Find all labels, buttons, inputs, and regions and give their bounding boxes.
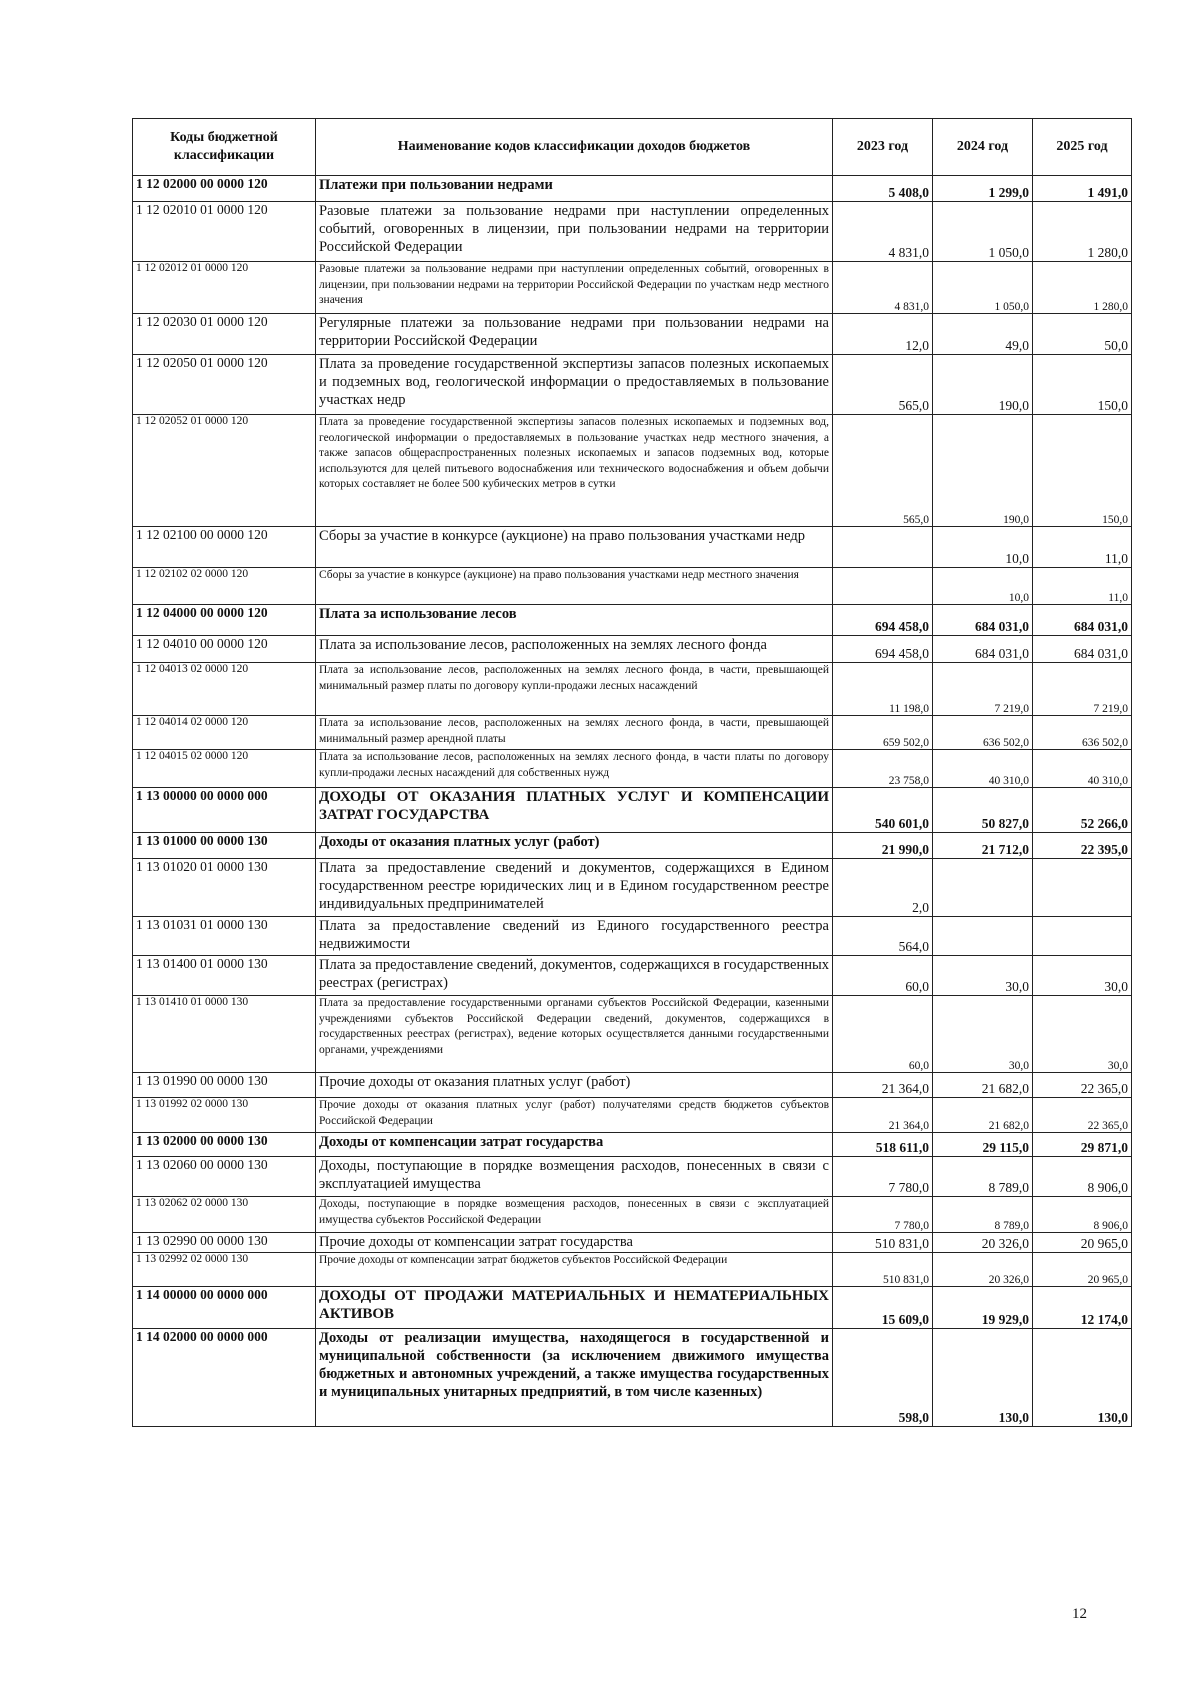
header-2024: 2024 год [933,119,1033,176]
row-value-2025: 684 031,0 [1033,636,1132,663]
table-row [133,605,1132,636]
row-code: 1 13 02060 00 0000 130 [133,1157,316,1197]
row-value-2024: 19 929,0 [933,1287,1033,1329]
row-value-2023: 7 780,0 [833,1197,933,1233]
row-value-2024: 636 502,0 [933,716,1033,750]
table-row [133,1253,1132,1287]
table-row [133,788,1132,833]
row-name: Плата за использование лесов, расположенных на землях лесного фонда [316,636,833,663]
row-value-2023: 60,0 [833,956,933,996]
row-name: Регулярные платежи за пользование недрами при пользовании недрами на территории Российской Федерации [316,314,833,355]
row-code: 1 14 00000 00 0000 000 [133,1287,316,1329]
row-value-2025: 1 491,0 [1033,176,1132,202]
row-code: 1 12 04000 00 0000 120 [133,605,316,636]
row-code: 1 13 02990 00 0000 130 [133,1233,316,1253]
table-row [133,176,1132,202]
table-row [133,1287,1132,1329]
row-value-2024: 130,0 [933,1329,1033,1427]
row-value-2024: 190,0 [933,355,1033,415]
table-row [133,996,1132,1073]
row-value-2024: 50 827,0 [933,788,1033,833]
row-value-2024: 684 031,0 [933,636,1033,663]
row-code: 1 12 04010 00 0000 120 [133,636,316,663]
row-code: 1 13 01000 00 0000 130 [133,833,316,859]
row-name: Доходы, поступающие в порядке возмещения расходов, понесенных в связи с эксплуатацией имущества [316,1157,833,1197]
row-value-2025: 50,0 [1033,314,1132,355]
row-value-2025: 150,0 [1033,355,1132,415]
table-row [133,917,1132,956]
row-value-2023: 518 611,0 [833,1133,933,1157]
table-row [133,355,1132,415]
row-value-2023: 565,0 [833,355,933,415]
row-value-2023: 60,0 [833,996,933,1073]
table-row [133,716,1132,750]
row-name: Прочие доходы от компенсации затрат государства [316,1233,833,1253]
row-value-2025: 30,0 [1033,956,1132,996]
row-value-2023: 5 408,0 [833,176,933,202]
row-value-2024: 190,0 [933,415,1033,527]
row-value-2023: 12,0 [833,314,933,355]
table-row [133,663,1132,716]
row-name: Доходы от компенсации затрат государства [316,1133,833,1157]
table-row [133,1233,1132,1253]
row-code: 1 12 04014 02 0000 120 [133,716,316,750]
row-code: 1 13 01031 01 0000 130 [133,917,316,956]
row-value-2025: 684 031,0 [1033,605,1132,636]
row-name: Прочие доходы от оказания платных услуг (работ) [316,1073,833,1098]
table-row [133,1329,1132,1427]
header-name: Наименование кодов классификации доходов бюджетов [316,119,833,176]
row-value-2023: 694 458,0 [833,636,933,663]
row-value-2023: 2,0 [833,859,933,917]
row-name: Плата за использование лесов, расположенных на землях лесного фонда, в части платы по договору купли-продажи лесных насаждений для собственных нужд [316,750,833,788]
table-row [133,1073,1132,1098]
row-name: Прочие доходы от оказания платных услуг (работ) получателями средств бюджетов субъектов Российской Федерации [316,1098,833,1133]
row-value-2025: 8 906,0 [1033,1157,1132,1197]
row-value-2024: 30,0 [933,956,1033,996]
row-value-2024: 20 326,0 [933,1253,1033,1287]
table-row [133,1197,1132,1233]
table-row [133,262,1132,314]
row-name: Доходы, поступающие в порядке возмещения расходов, понесенных в связи с эксплуатацией имущества субъектов Российской Федерации [316,1197,833,1233]
row-value-2024: 21 682,0 [933,1073,1033,1098]
row-code: 1 14 02000 00 0000 000 [133,1329,316,1427]
table-row [133,833,1132,859]
row-value-2025: 22 365,0 [1033,1098,1132,1133]
row-value-2023: 21 990,0 [833,833,933,859]
row-code: 1 12 02100 00 0000 120 [133,527,316,568]
row-value-2025: 52 266,0 [1033,788,1132,833]
row-value-2023: 7 780,0 [833,1157,933,1197]
row-name: Плата за предоставление сведений и документов, содержащихся в Едином государственном реестре юридических лиц и в Едином государственном реестре индивидуальных предпринимателей [316,859,833,917]
row-name: Плата за использование лесов, расположенных на землях лесного фонда, в части, превышающей минимальный размер арендной платы [316,716,833,750]
row-code: 1 13 00000 00 0000 000 [133,788,316,833]
row-value-2024: 8 789,0 [933,1157,1033,1197]
row-name: Плата за проведение государственной экспертизы запасов полезных ископаемых и подземных вод, геологической информации о предоставляемых в пользование участках недр местного значения, а также запасов общераспространенных полезных ископаемых и запасов подземных вод, которые используются для целей питьевого водоснабжения или технического водоснабжения и объем добычи которых составляет не более 500 кубических метров в сутки [316,415,833,527]
row-value-2024: 29 115,0 [933,1133,1033,1157]
table-row [133,859,1132,917]
row-value-2025: 130,0 [1033,1329,1132,1427]
row-name: ДОХОДЫ ОТ ОКАЗАНИЯ ПЛАТНЫХ УСЛУГ И КОМПЕНСАЦИИ ЗАТРАТ ГОСУДАРСТВА [316,788,833,833]
row-value-2025: 30,0 [1033,996,1132,1073]
row-value-2024: 49,0 [933,314,1033,355]
header-code: Коды бюджетной классификации [133,119,316,176]
row-value-2023: 510 831,0 [833,1253,933,1287]
row-value-2024: 21 712,0 [933,833,1033,859]
row-value-2025: 1 280,0 [1033,202,1132,262]
row-value-2024: 40 310,0 [933,750,1033,788]
row-value-2024 [933,917,1033,956]
row-name: Плата за использование лесов [316,605,833,636]
row-value-2025: 20 965,0 [1033,1253,1132,1287]
header-2025: 2025 год [1033,119,1132,176]
row-code: 1 12 02000 00 0000 120 [133,176,316,202]
row-value-2023: 694 458,0 [833,605,933,636]
row-name: Разовые платежи за пользование недрами при наступлении определенных событий, оговоренных в лицензии, при пользовании недрами на территории Российской Федерации по участкам недр местного значения [316,262,833,314]
table-row [133,527,1132,568]
row-value-2023: 565,0 [833,415,933,527]
row-code: 1 13 01400 01 0000 130 [133,956,316,996]
row-value-2023: 11 198,0 [833,663,933,716]
row-name: Разовые платежи за пользование недрами при наступлении определенных событий, оговоренных в лицензии, при пользовании недрами на территории Российской Федерации [316,202,833,262]
row-value-2023: 15 609,0 [833,1287,933,1329]
row-value-2023: 21 364,0 [833,1098,933,1133]
row-code: 1 13 02000 00 0000 130 [133,1133,316,1157]
row-code: 1 13 02992 02 0000 130 [133,1253,316,1287]
row-value-2023: 598,0 [833,1329,933,1427]
header-2023: 2023 год [833,119,933,176]
row-value-2025: 1 280,0 [1033,262,1132,314]
row-value-2024: 8 789,0 [933,1197,1033,1233]
row-value-2023: 4 831,0 [833,262,933,314]
row-value-2024: 1 299,0 [933,176,1033,202]
row-value-2025: 11,0 [1033,527,1132,568]
table-row [133,314,1132,355]
row-name: Доходы от реализации имущества, находящегося в государственной и муниципальной собственности (за исключением движимого имущества бюджетных и автономных учреждений, а также имущества государственных и муниципальных унитарных предприятий, в том числе казенных) [316,1329,833,1427]
row-value-2025: 29 871,0 [1033,1133,1132,1157]
row-value-2024: 21 682,0 [933,1098,1033,1133]
row-code: 1 13 01990 00 0000 130 [133,1073,316,1098]
table-row [133,568,1132,605]
table-row [133,956,1132,996]
row-value-2023: 540 601,0 [833,788,933,833]
row-value-2023: 510 831,0 [833,1233,933,1253]
row-code: 1 12 02012 01 0000 120 [133,262,316,314]
row-name: ДОХОДЫ ОТ ПРОДАЖИ МАТЕРИАЛЬНЫХ И НЕМАТЕРИАЛЬНЫХ АКТИВОВ [316,1287,833,1329]
table-row [133,202,1132,262]
row-code: 1 13 01992 02 0000 130 [133,1098,316,1133]
budget-revenue-table [132,118,1132,1427]
row-code: 1 12 02052 01 0000 120 [133,415,316,527]
row-name: Прочие доходы от компенсации затрат бюджетов субъектов Российской Федерации [316,1253,833,1287]
row-value-2025: 11,0 [1033,568,1132,605]
row-value-2023: 4 831,0 [833,202,933,262]
row-value-2025: 8 906,0 [1033,1197,1132,1233]
row-value-2024: 1 050,0 [933,202,1033,262]
row-value-2024: 20 326,0 [933,1233,1033,1253]
row-name: Плата за проведение государственной экспертизы запасов полезных ископаемых и подземных вод, геологической информации о предоставляемых в пользование участках недр [316,355,833,415]
row-value-2025: 22 395,0 [1033,833,1132,859]
row-value-2023 [833,568,933,605]
row-name: Платежи при пользовании недрами [316,176,833,202]
row-value-2024: 684 031,0 [933,605,1033,636]
row-value-2024: 7 219,0 [933,663,1033,716]
row-value-2023: 23 758,0 [833,750,933,788]
row-code: 1 12 04013 02 0000 120 [133,663,316,716]
table-row [133,1133,1132,1157]
table-row [133,415,1132,527]
row-code: 1 13 01020 01 0000 130 [133,859,316,917]
row-code: 1 12 02010 01 0000 120 [133,202,316,262]
row-value-2025: 7 219,0 [1033,663,1132,716]
row-value-2025: 22 365,0 [1033,1073,1132,1098]
row-value-2024: 10,0 [933,568,1033,605]
row-name: Сборы за участие в конкурсе (аукционе) на право пользования участками недр [316,527,833,568]
row-value-2023: 659 502,0 [833,716,933,750]
row-code: 1 12 02030 01 0000 120 [133,314,316,355]
table-row [133,750,1132,788]
row-value-2023 [833,527,933,568]
row-value-2025 [1033,859,1132,917]
row-code: 1 12 04015 02 0000 120 [133,750,316,788]
row-name: Плата за предоставление сведений из Единого государственного реестра недвижимости [316,917,833,956]
row-name: Сборы за участие в конкурсе (аукционе) на право пользования участками недр местного значения [316,568,833,605]
row-value-2023: 21 364,0 [833,1073,933,1098]
row-value-2025: 150,0 [1033,415,1132,527]
row-name: Доходы от оказания платных услуг (работ) [316,833,833,859]
row-value-2025 [1033,917,1132,956]
row-value-2025: 40 310,0 [1033,750,1132,788]
row-value-2023: 564,0 [833,917,933,956]
row-value-2025: 12 174,0 [1033,1287,1132,1329]
row-code: 1 12 02102 02 0000 120 [133,568,316,605]
row-name: Плата за предоставление государственными органами субъектов Российской Федерации, казенными учреждениями субъектов Российской Федерации сведений, документов, содержащихся в государственных реестрах (регистрах), ведение которых осуществляется данными государственными органами, учреждениями [316,996,833,1073]
table-header-row [133,119,1132,176]
page-number: 12 [1072,1606,1087,1622]
row-value-2025: 636 502,0 [1033,716,1132,750]
row-code: 1 12 02050 01 0000 120 [133,355,316,415]
table-row [133,1098,1132,1133]
row-name: Плата за предоставление сведений, документов, содержащихся в государственных реестрах (регистрах) [316,956,833,996]
table-row [133,636,1132,663]
row-value-2025: 20 965,0 [1033,1233,1132,1253]
row-value-2024 [933,859,1033,917]
row-name: Плата за использование лесов, расположенных на землях лесного фонда, в части, превышающей минимальный размер платы по договору купли-продажи лесных насаждений [316,663,833,716]
table-row [133,1157,1132,1197]
row-code: 1 13 01410 01 0000 130 [133,996,316,1073]
row-value-2024: 1 050,0 [933,262,1033,314]
row-value-2024: 30,0 [933,996,1033,1073]
row-value-2024: 10,0 [933,527,1033,568]
row-code: 1 13 02062 02 0000 130 [133,1197,316,1233]
